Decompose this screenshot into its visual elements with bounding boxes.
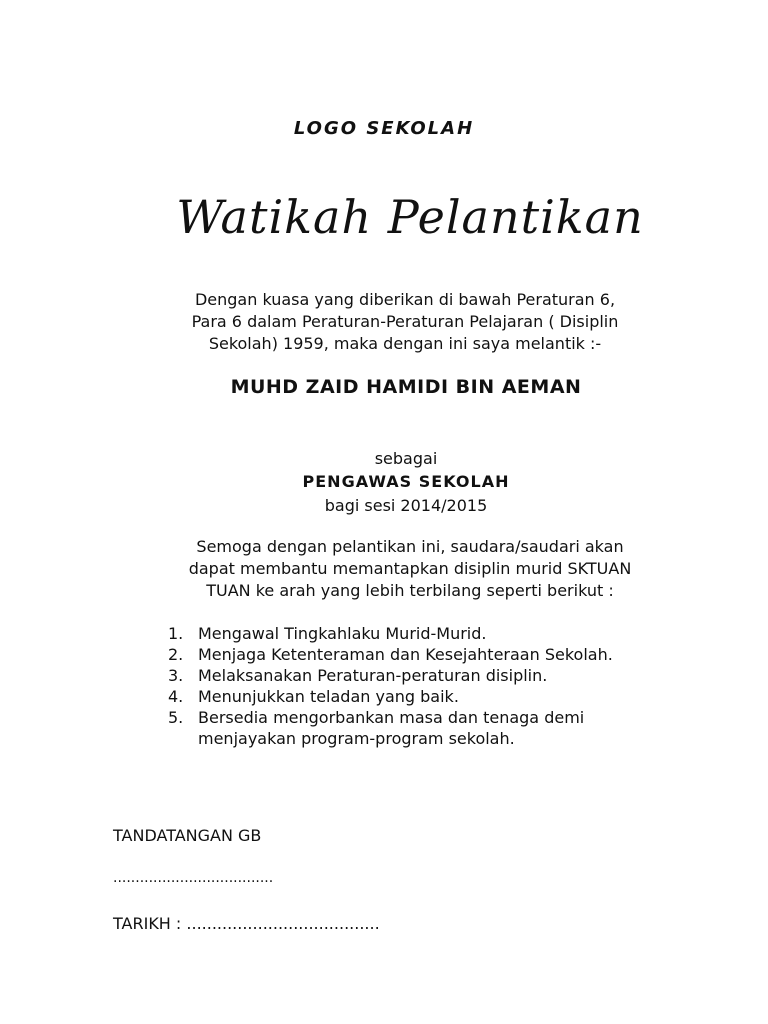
list-item-line: Mengawal Tingkahlaku Murid-Murid. <box>198 624 487 643</box>
list-item-text <box>198 686 688 707</box>
list-item-text <box>198 623 688 644</box>
intro-line: Sekolah) 1959, maka dengan ini saya melantik :- <box>208 334 602 353</box>
school-logo-placeholder: LOGO SEKOLAH <box>293 118 475 139</box>
list-item <box>168 686 688 707</box>
appointed-position: PENGAWAS SEKOLAH <box>302 472 510 491</box>
list-item-number: 4. <box>168 687 184 706</box>
list-item-line: Bersedia mengorbankan masa dan tenaga demi <box>198 708 585 727</box>
list-item-number: 1. <box>168 624 184 643</box>
list-item-line: Menunjukkan teladan yang baik. <box>198 687 459 706</box>
wish-line: dapat membantu memantapkan disiplin murid SKTUAN <box>188 559 632 578</box>
list-item-text <box>198 665 688 686</box>
as-label: sebagai <box>374 449 438 468</box>
list-item-number: 3. <box>168 666 184 685</box>
intro-line: Dengan kuasa yang diberikan di bawah Peraturan 6, <box>194 290 616 309</box>
intro-line: Para 6 dalam Peraturan-Peraturan Pelajaran ( Disiplin <box>191 312 619 331</box>
list-item-text <box>198 644 688 665</box>
signature-line: .................................... <box>113 870 274 886</box>
appointee-name: MUHD ZAID HAMIDI BIN AEMAN <box>230 376 582 398</box>
list-item-text <box>198 707 688 749</box>
session-text: bagi sesi 2014/2015 <box>324 496 488 515</box>
date-line: TARIKH : ...................................... <box>113 914 380 933</box>
list-item <box>168 665 688 686</box>
list-item <box>168 623 688 644</box>
intro-paragraph <box>170 289 640 355</box>
list-item <box>168 644 688 665</box>
list-item-line: menjayakan program-program sekolah. <box>198 729 515 748</box>
document-title: Watikah Pelantikan <box>176 190 644 244</box>
duties-list <box>168 623 688 749</box>
list-item-line: Menjaga Ketenteraman dan Kesejahteraan Sekolah. <box>198 645 613 664</box>
wish-line: Semoga dengan pelantikan ini, saudara/saudari akan <box>196 537 624 556</box>
list-item-number: 5. <box>168 708 184 727</box>
list-item-line: Melaksanakan Peraturan-peraturan disiplin. <box>198 666 548 685</box>
list-item <box>168 707 688 749</box>
list-item-number: 2. <box>168 645 184 664</box>
signature-label: TANDATANGAN GB <box>113 826 262 845</box>
wish-paragraph <box>160 536 660 602</box>
wish-line: TUAN ke arah yang lebih terbilang seperti berikut : <box>206 581 614 600</box>
